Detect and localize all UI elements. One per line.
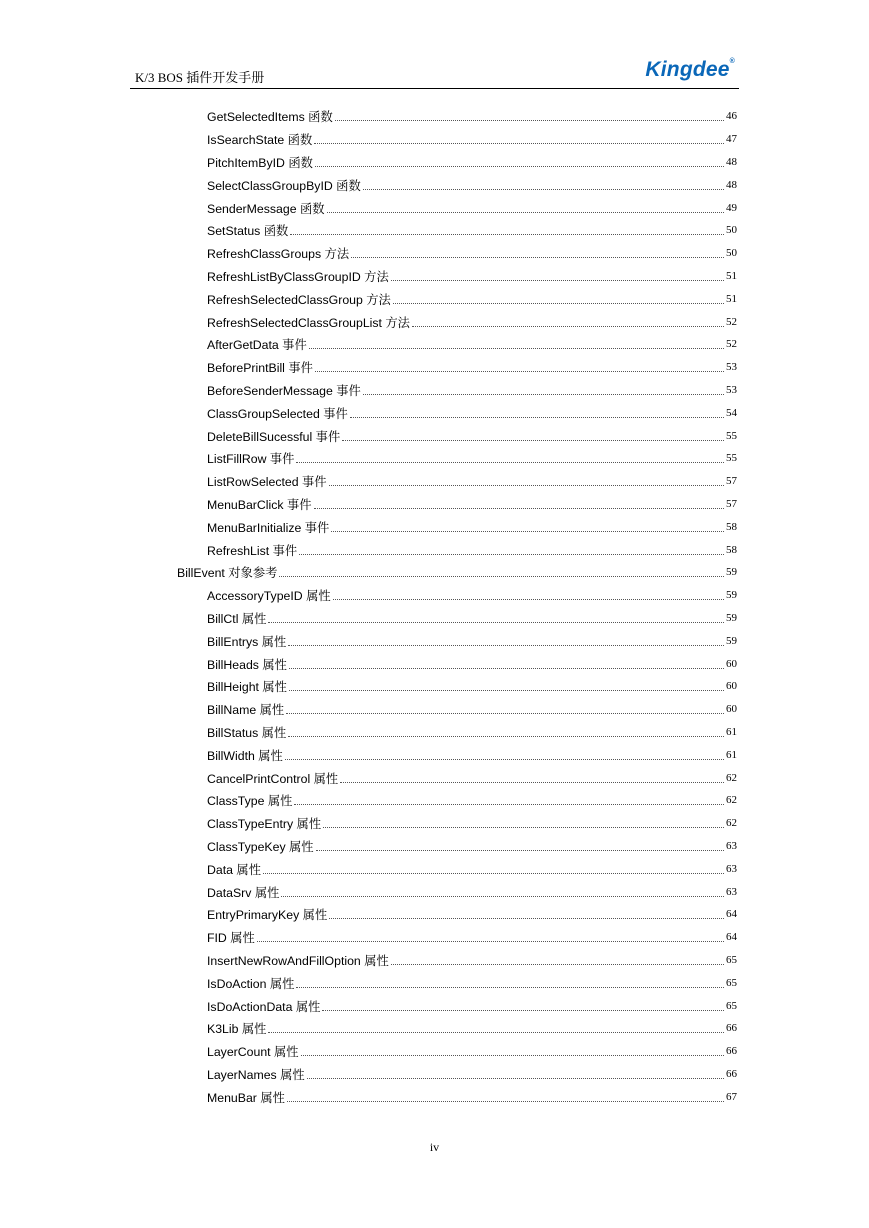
- toc-entry-page: 58: [726, 520, 737, 533]
- toc-entry[interactable]: [207, 242, 737, 265]
- toc-entry-title: RefreshClassGroups 方法: [207, 247, 350, 262]
- toc-entry[interactable]: [207, 857, 737, 880]
- dot-leader: [289, 667, 724, 669]
- toc-entry-page: 53: [726, 361, 737, 374]
- toc-entry-title: BillStatus 属性: [207, 725, 287, 740]
- toc-entry[interactable]: [207, 880, 737, 903]
- toc-entry-page: 66: [726, 1022, 737, 1035]
- dot-leader: [288, 644, 724, 646]
- toc-entry-title: MenuBarInitialize 事件: [207, 520, 330, 535]
- toc-entry[interactable]: [207, 401, 737, 424]
- dot-leader: [289, 689, 724, 691]
- toc-entry[interactable]: [207, 287, 737, 310]
- toc-entry-page: 46: [726, 110, 737, 123]
- dot-leader: [294, 803, 724, 805]
- toc-entry[interactable]: [207, 629, 737, 652]
- dot-leader: [351, 256, 724, 258]
- toc-entry[interactable]: [207, 994, 737, 1017]
- dot-leader: [285, 758, 724, 760]
- toc-entry-title: EntryPrimaryKey 属性: [207, 908, 328, 923]
- toc-entry[interactable]: [207, 538, 737, 561]
- toc-entry-title: BillCtl 属性: [207, 611, 267, 626]
- toc-entry-page: 63: [726, 862, 737, 875]
- toc-entry-title: RefreshListByClassGroupID 方法: [207, 269, 389, 284]
- toc-entry-title: BillHeads 属性: [207, 657, 287, 672]
- toc-entry[interactable]: [207, 584, 737, 607]
- dot-leader: [323, 826, 724, 828]
- toc-entry-title: GetSelectedItems 函数: [207, 110, 333, 125]
- toc-entry[interactable]: [207, 835, 737, 858]
- toc-entry-title: DeleteBillSucessful 事件: [207, 429, 341, 444]
- dot-leader: [279, 575, 724, 577]
- toc-entry-title: BillName 属性: [207, 703, 285, 718]
- toc-entry-page: 48: [726, 178, 737, 191]
- dot-leader: [314, 142, 724, 144]
- toc-entry-page: 50: [726, 247, 737, 260]
- toc-entry[interactable]: [207, 128, 737, 151]
- toc-entry[interactable]: [207, 310, 737, 333]
- toc-entry[interactable]: [177, 561, 737, 584]
- toc-entry-page: 52: [726, 315, 737, 328]
- toc-entry[interactable]: [207, 698, 737, 721]
- toc-entry-title: ClassGroupSelected 事件: [207, 406, 348, 421]
- dot-leader: [287, 1100, 724, 1102]
- toc-entry-title: Data 属性: [207, 862, 261, 877]
- toc-entry-page: 59: [726, 611, 737, 624]
- dot-leader: [290, 233, 724, 235]
- toc-entry-page: 51: [726, 292, 737, 305]
- dot-leader: [309, 347, 724, 349]
- toc-entry[interactable]: [207, 1085, 737, 1108]
- dot-leader: [296, 461, 724, 463]
- toc-entry[interactable]: [207, 173, 737, 196]
- toc-entry-page: 57: [726, 475, 737, 488]
- dot-leader: [315, 370, 724, 372]
- toc-entry-page: 53: [726, 383, 737, 396]
- toc-entry-page: 62: [726, 794, 737, 807]
- toc-entry[interactable]: [207, 151, 737, 174]
- toc-entry[interactable]: [207, 789, 737, 812]
- toc-entry[interactable]: [207, 356, 737, 379]
- toc-entry[interactable]: [207, 949, 737, 972]
- toc-entry-title: SetStatus 函数: [207, 224, 289, 239]
- toc-entry-page: 59: [726, 589, 737, 602]
- toc-entry-page: 65: [726, 976, 737, 989]
- toc-entry-title: CancelPrintControl 属性: [207, 771, 339, 786]
- toc-entry-title: AfterGetData 事件: [207, 338, 307, 353]
- dot-leader: [340, 781, 724, 783]
- toc-entry-page: 60: [726, 680, 737, 693]
- toc-entry[interactable]: [207, 721, 737, 744]
- toc-entry[interactable]: [207, 447, 737, 470]
- toc-entry-title: BillEntrys 属性: [207, 634, 287, 649]
- dot-leader: [393, 302, 724, 304]
- toc-entry-title: MenuBar 属性: [207, 1090, 285, 1105]
- toc-entry-page: 55: [726, 429, 737, 442]
- toc-entry[interactable]: [207, 515, 737, 538]
- toc-entry-page: 48: [726, 155, 737, 168]
- toc-entry-page: 59: [726, 566, 737, 579]
- toc-entry-title: ListRowSelected 事件: [207, 475, 327, 490]
- dot-leader: [257, 940, 724, 942]
- dot-leader: [363, 393, 724, 395]
- toc-entry-title: BeforeSenderMessage 事件: [207, 383, 361, 398]
- logo-text: Kingdee: [645, 58, 730, 81]
- page-number: iv: [429, 1140, 440, 1154]
- dot-leader: [286, 712, 724, 714]
- toc-entry-title: BillHeight 属性: [207, 680, 287, 695]
- toc-entry-title: IsDoActionData 属性: [207, 999, 321, 1014]
- toc-entry[interactable]: [207, 812, 737, 835]
- toc-entry-title: InsertNewRowAndFillOption 属性: [207, 953, 389, 968]
- toc-entry-title: ClassTypeKey 属性: [207, 839, 314, 854]
- toc-entry-page: 65: [726, 999, 737, 1012]
- dot-leader: [268, 621, 724, 623]
- toc-entry-page: 61: [726, 725, 737, 738]
- toc-entry-page: 59: [726, 634, 737, 647]
- toc-entry[interactable]: [207, 1063, 737, 1086]
- toc-entry[interactable]: [207, 652, 737, 675]
- dot-leader: [322, 1009, 724, 1011]
- toc-entry-title: ClassTypeEntry 属性: [207, 817, 322, 832]
- dot-leader: [331, 530, 724, 532]
- toc-entry[interactable]: [207, 196, 737, 219]
- toc-entry-title: SelectClassGroupByID 函数: [207, 178, 361, 193]
- dot-leader: [263, 872, 724, 874]
- toc-entry[interactable]: [207, 743, 737, 766]
- toc-entry[interactable]: [207, 903, 737, 926]
- toc-entry-page: 57: [726, 497, 737, 510]
- toc-entry[interactable]: [207, 607, 737, 630]
- toc-entry[interactable]: [207, 493, 737, 516]
- toc-entry-page: 63: [726, 839, 737, 852]
- dot-leader: [391, 963, 724, 965]
- toc-entry[interactable]: [207, 424, 737, 447]
- toc-entry[interactable]: [207, 265, 737, 288]
- toc-entry-title: RefreshSelectedClassGroupList 方法: [207, 315, 410, 330]
- toc-entry-page: 51: [726, 269, 737, 282]
- dot-leader: [315, 165, 724, 167]
- toc-entry-page: 64: [726, 908, 737, 921]
- toc-entry-page: 60: [726, 703, 737, 716]
- toc-entry[interactable]: [207, 926, 737, 949]
- toc-entry-title: PitchItemByID 函数: [207, 155, 313, 170]
- dot-leader: [296, 986, 724, 988]
- toc-entry-page: 67: [726, 1090, 737, 1103]
- toc-entry-page: 62: [726, 817, 737, 830]
- dot-leader: [335, 119, 724, 121]
- dot-leader: [329, 484, 724, 486]
- dot-leader: [327, 211, 724, 213]
- toc-entry[interactable]: [207, 333, 737, 356]
- page-header: [130, 56, 739, 89]
- toc-entry-title: K3Lib 属性: [207, 1022, 267, 1037]
- toc-entry[interactable]: [207, 219, 737, 242]
- dot-leader: [391, 279, 724, 281]
- toc-entry-title: IsDoAction 属性: [207, 976, 295, 991]
- document-title: K/3 BOS 插件开发手册: [135, 70, 265, 85]
- page-footer: [0, 1140, 869, 1155]
- toc-entry-title: RefreshSelectedClassGroup 方法: [207, 292, 391, 307]
- toc-entry-page: 50: [726, 224, 737, 237]
- toc-entry-title: ListFillRow 事件: [207, 452, 295, 467]
- toc-entry[interactable]: [207, 971, 737, 994]
- toc-entry-page: 61: [726, 748, 737, 761]
- toc-entry-page: 58: [726, 543, 737, 556]
- toc-entry-title: ClassType 属性: [207, 794, 293, 809]
- toc-entry-title: FID 属性: [207, 931, 255, 946]
- toc-entry-page: 60: [726, 657, 737, 670]
- toc-entry-title: BillEvent 对象参考: [177, 566, 278, 581]
- toc-entry-page: 64: [726, 931, 737, 944]
- toc-entry[interactable]: [207, 379, 737, 402]
- kingdee-logo: [645, 58, 735, 82]
- toc-entry-page: 63: [726, 885, 737, 898]
- dot-leader: [288, 735, 724, 737]
- toc-entry-page: 66: [726, 1045, 737, 1058]
- dot-leader: [342, 439, 724, 441]
- dot-leader: [412, 325, 724, 327]
- toc-entry-page: 62: [726, 771, 737, 784]
- dot-leader: [281, 895, 724, 897]
- toc-entry[interactable]: [207, 1017, 737, 1040]
- toc-entry-title: LayerNames 属性: [207, 1067, 305, 1082]
- toc-entry-page: 49: [726, 201, 737, 214]
- dot-leader: [350, 416, 724, 418]
- dot-leader: [316, 849, 724, 851]
- dot-leader: [314, 507, 724, 509]
- toc-entry-page: 47: [726, 133, 737, 146]
- toc-entry[interactable]: [207, 766, 737, 789]
- dot-leader: [299, 553, 724, 555]
- dot-leader: [307, 1077, 724, 1079]
- toc-entry[interactable]: [207, 105, 737, 128]
- toc-entry-title: AccessoryTypeID 属性: [207, 589, 331, 604]
- dot-leader: [333, 598, 724, 600]
- registered-mark: ®: [729, 58, 735, 65]
- dot-leader: [301, 1054, 724, 1056]
- dot-leader: [363, 188, 724, 190]
- toc-entry[interactable]: [207, 470, 737, 493]
- toc-entry-title: SenderMessage 函数: [207, 201, 325, 216]
- toc-entry-title: DataSrv 属性: [207, 885, 280, 900]
- toc-entry[interactable]: [207, 675, 737, 698]
- toc-entry-title: BeforePrintBill 事件: [207, 361, 313, 376]
- toc-entry-title: LayerCount 属性: [207, 1045, 299, 1060]
- toc-entry-title: BillWidth 属性: [207, 748, 283, 763]
- toc-entry-title: RefreshList 事件: [207, 543, 298, 558]
- toc-entry-title: MenuBarClick 事件: [207, 497, 312, 512]
- dot-leader: [329, 917, 724, 919]
- toc-entry-page: 54: [726, 406, 737, 419]
- dot-leader: [268, 1031, 724, 1033]
- toc-entry-title: IsSearchState 函数: [207, 133, 313, 148]
- toc-entry[interactable]: [207, 1040, 737, 1063]
- toc-entry-page: 65: [726, 953, 737, 966]
- toc-entry-page: 52: [726, 338, 737, 351]
- toc-entry-page: 66: [726, 1067, 737, 1080]
- toc-entry-page: 55: [726, 452, 737, 465]
